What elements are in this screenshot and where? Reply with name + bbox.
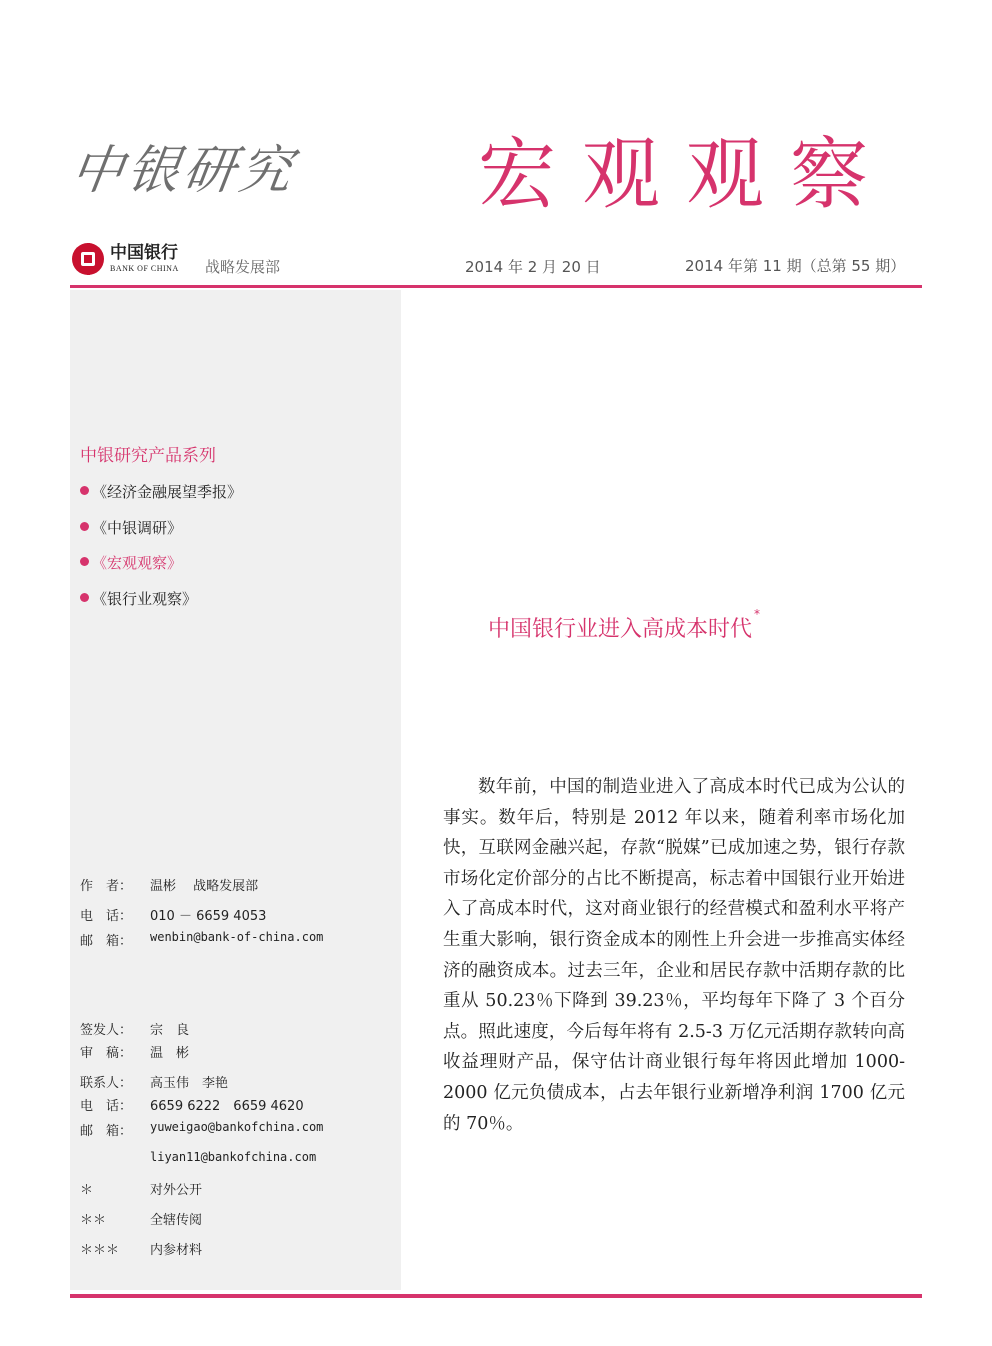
contacts-row: 联系人： 高玉伟 李艳 [80, 1076, 229, 1091]
legend-row: ＊ 对外公开 [80, 1183, 203, 1198]
sidebar-panel [70, 290, 401, 1290]
legend-row: ＊＊＊ 内参材料 [80, 1243, 203, 1258]
bank-logo [72, 241, 179, 277]
article-body: 数年前，中国的制造业进入了高成本时代已成为公认的事实。数年后，特别是 2012 年以来，随着利率市场化加快，互联网金融兴起，存款“脱媒”已成加速之势，银行存款市场化定价部分的占比不断提高，标志着中国银行业开始进入了高成本时代，这对商业银行的经营模式和盈利水平将产生重大影响，银行资金成本的刚性上升会进一步推高实体经济的融资成本。过去三年，企业和居民存款中活期存款的比重从 50.23％下降到 39.23％，平均每年下降了 3 个百分点。照此速度，今后每年将有 2.5-3 万亿元活期存款转向高收益理财产品，保守估计商业银行每年将因此增加 1000-2000 亿元负债成本，占去年银行业新增净利润 1700 亿元的 70％。 [443, 777, 905, 1134]
series-item: 《中银调研》 [80, 517, 242, 553]
series-item: 《银行业观察》 [80, 588, 242, 624]
reviewer-row: 审 稿： 温 彬 [80, 1046, 190, 1061]
bullet-icon [80, 522, 89, 531]
header-divider [70, 285, 922, 288]
legend-row: ＊＊ 全辖传阅 [80, 1213, 203, 1228]
series-item-active: 《宏观观察》 [80, 552, 242, 588]
publish-date: 2014 年 2 月 20 日 [465, 258, 601, 276]
author-phone-row: 电 话： 010 － 6659 4053 [80, 909, 267, 924]
department: 战略发展部 [205, 258, 281, 276]
contact-email-row: 邮 箱： yuweigao@bankofchina.com [80, 1120, 324, 1139]
logo-cn-text: 中国银行 [110, 243, 178, 263]
series-item: 《经济金融展望季报》 [80, 481, 242, 517]
brand-calligraphy: 中银研究 [67, 141, 300, 201]
bank-of-china-logo-icon [72, 243, 104, 275]
author-email-row: 邮 箱： wenbin@bank-of-china.com [80, 930, 324, 949]
bullet-icon [80, 486, 89, 495]
bullet-icon [80, 557, 89, 566]
footer-divider [70, 1294, 922, 1298]
series-list [80, 481, 242, 623]
contact-phone-row: 电 话： 6659 6222 6659 4620 [80, 1099, 304, 1114]
contact-email2-row: liyan11@bankofchina.com [150, 1150, 317, 1164]
logo-en-text: BANK OF CHINA [110, 264, 179, 273]
publication-title: 宏观观察 [478, 130, 895, 220]
footnote-mark: * [754, 606, 761, 621]
series-title: 中银研究产品系列 [80, 446, 216, 466]
signer-row: 签发人： 宗 良 [80, 1023, 190, 1038]
issue-number: 2014 年第 11 期（总第 55 期） [685, 257, 906, 275]
article-title: 中国银行业进入高成本时代* [488, 606, 761, 642]
bullet-icon [80, 593, 89, 602]
author-row: 作 者： 温彬 战略发展部 [80, 879, 259, 894]
